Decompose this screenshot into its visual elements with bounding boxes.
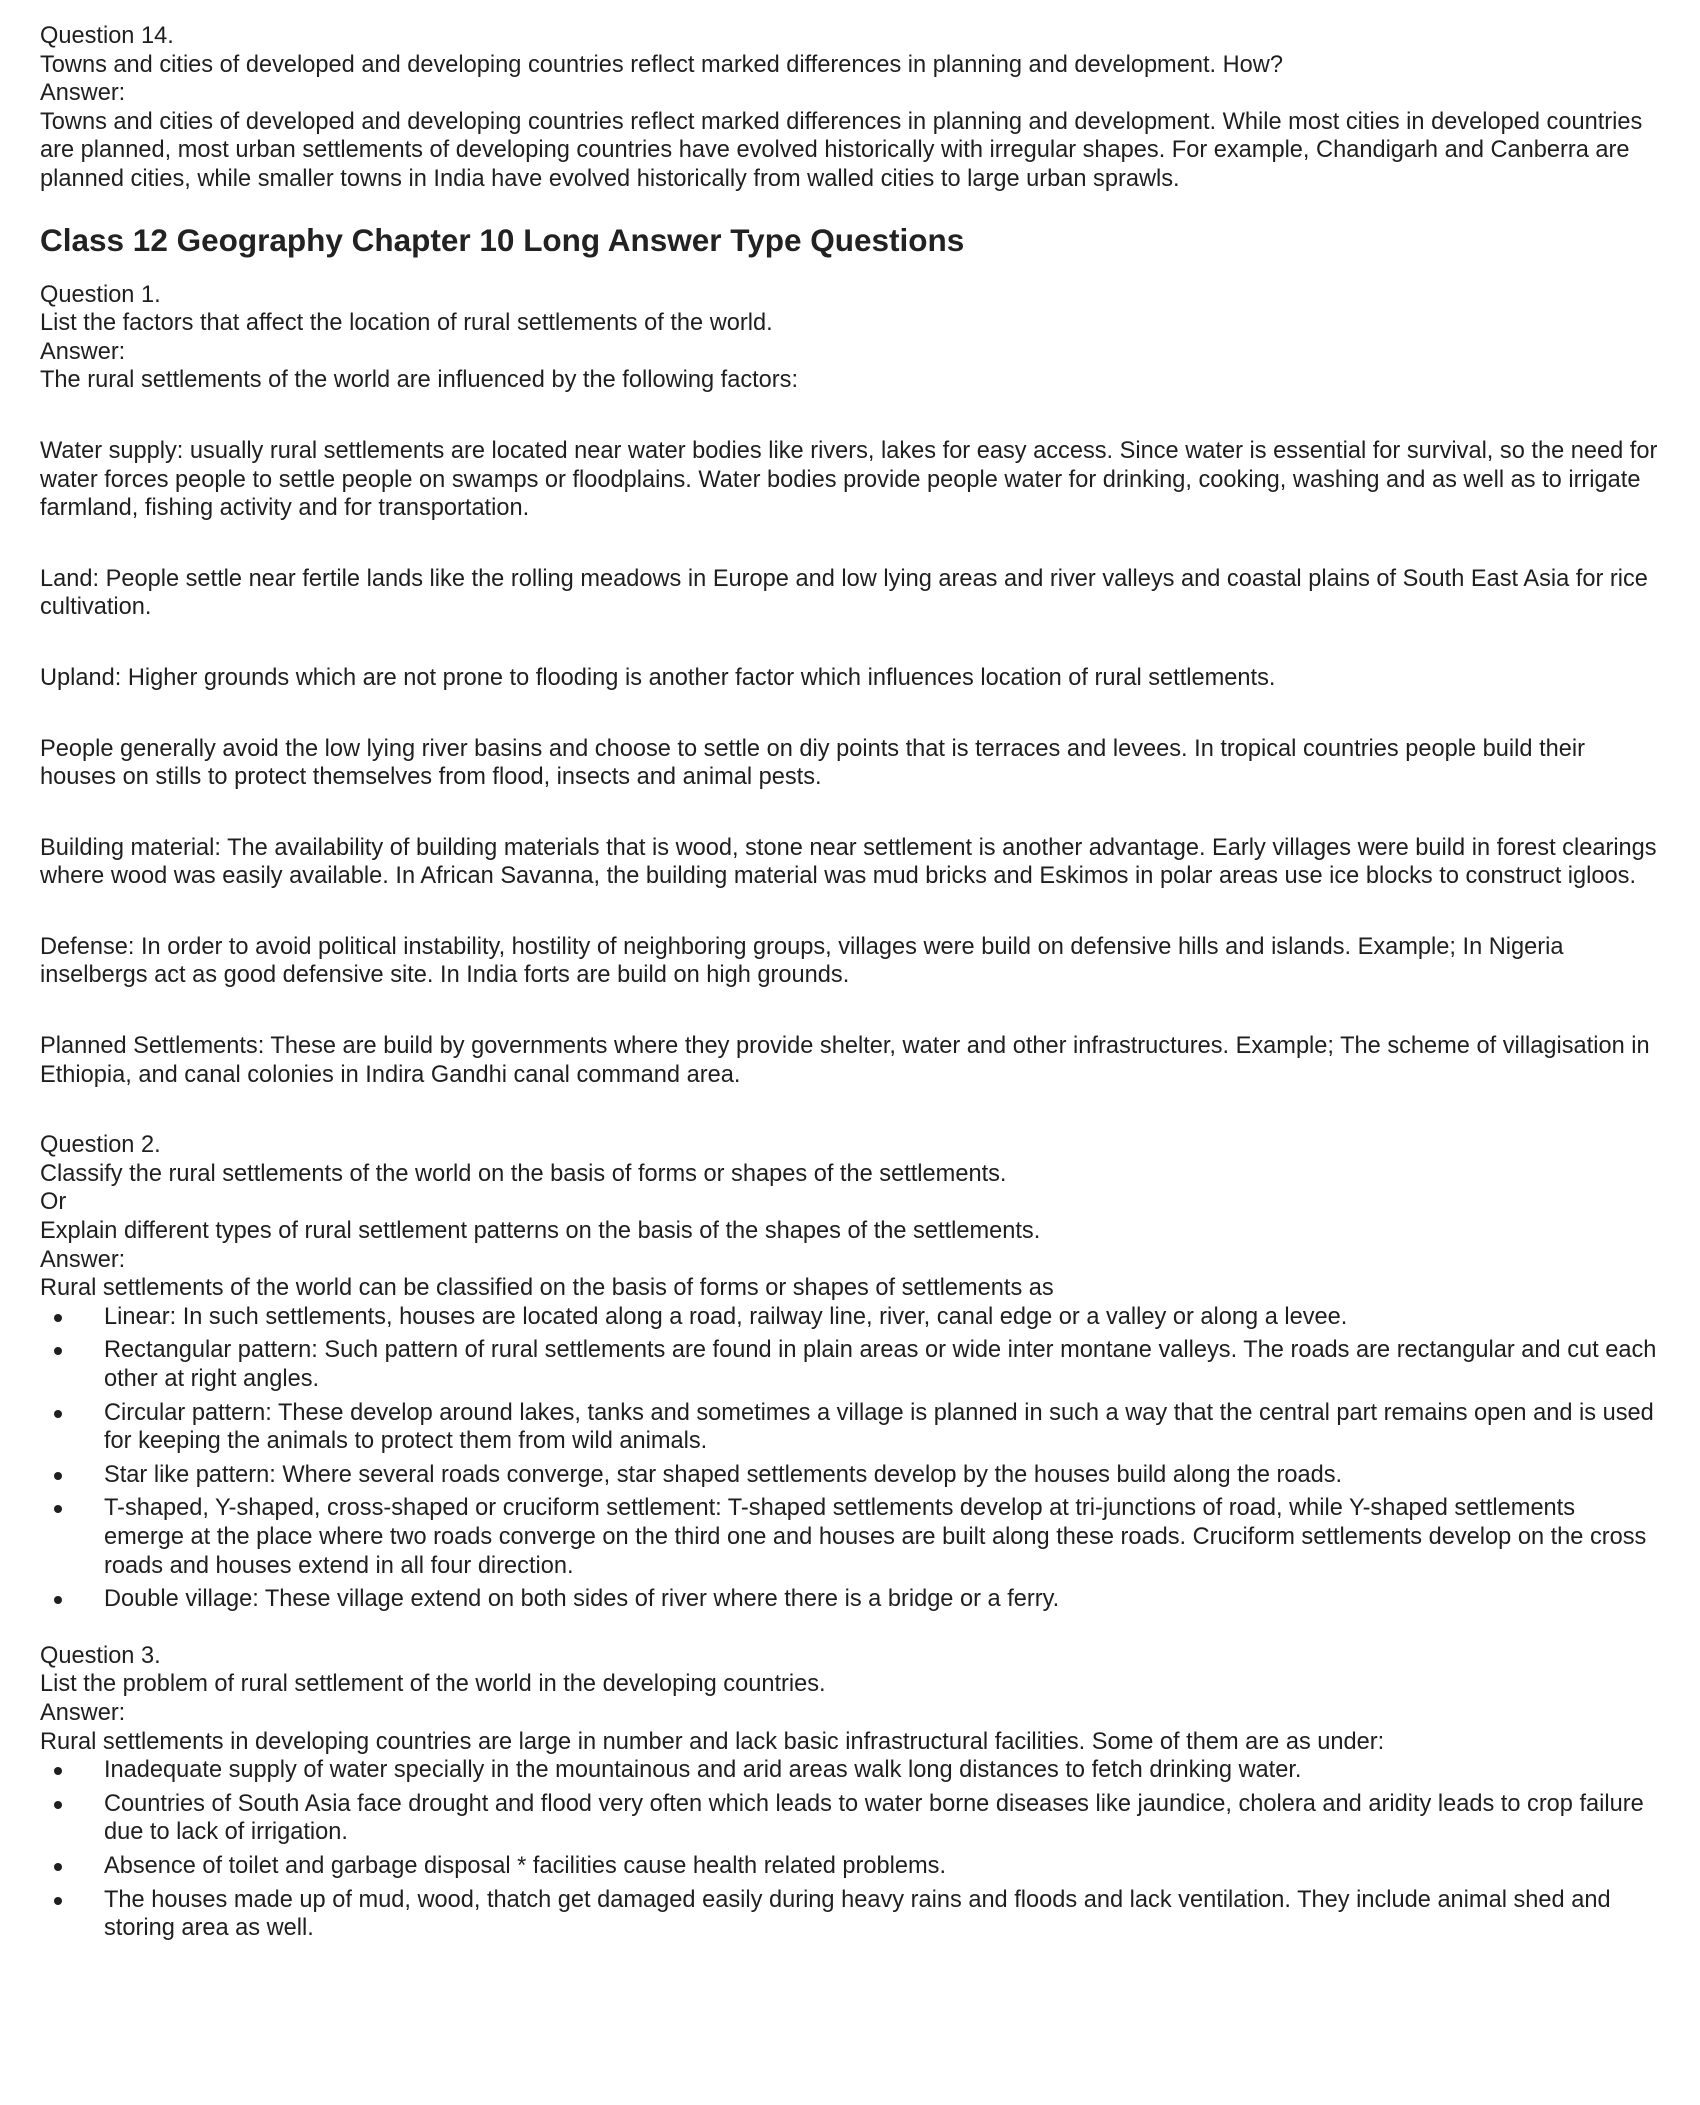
list-item-text: Star like pattern: Where several roads converge, star shaped settlements develop by the houses build along the roads. [104, 1461, 1343, 1488]
question-label: Question 2. [40, 1132, 161, 1159]
bullet-icon [54, 1596, 62, 1604]
question-label: Question 3. [40, 1642, 161, 1669]
factor-paragraph: Upland: Higher grounds which are not prone to flooding is another factor which influences location of rural settlements. [40, 664, 1276, 691]
section-heading: Class 12 Geography Chapter 10 Long Answer Type Questions [40, 221, 965, 258]
or-label: Or [40, 1189, 67, 1216]
alt-question-text: Explain different types of rural settlement patterns on the basis of the shapes of the settlements. [40, 1218, 1041, 1245]
factor-paragraph: Land: People settle near fertile lands like the rolling meadows in Europe and low lying areas and river valleys and coastal plains of South East Asia for rice cultivation. [40, 565, 1648, 621]
list-item [40, 1790, 1660, 1847]
answer-label: Answer: [40, 1699, 126, 1726]
list-item [40, 1461, 1660, 1490]
factor-paragraph: People generally avoid the low lying river basins and choose to settle on diy points that is terraces and levees. In tropical countries people build their houses on stills to protect themselves from flood, insects and animal pests. [40, 735, 1585, 791]
answer-label: Answer: [40, 338, 126, 365]
list-item-text: T-shaped, Y-shaped, cross-shaped or cruciform settlement: T-shaped settlements develop at tri-junctions of road, while Y-shaped settlements emerge at the place where two roads converge on the third one and houses are built along these roads. Cruciform settlements develop on the cross roads and houses extend in all four direction. [104, 1495, 1647, 1579]
question-text: List the problem of rural settlement of the world in the developing countries. [40, 1671, 826, 1698]
question-label: Question 14. [40, 23, 174, 49]
question-1 [40, 281, 1660, 1090]
answer-intro: Rural settlements of the world can be classified on the basis of forms or shapes of settlements as [40, 1275, 1054, 1302]
answer-text: Towns and cities of developed and developing countries reflect marked differences in planning and development. While most cities in developed countries are planned, most urban settlements of developing countries have evolved historically with irregular shapes. For example, Chandigarh and Canberra are planned cities, while smaller towns in India have evolved historically from walled cities to large urban sprawls. [40, 108, 1643, 192]
list-item [40, 1303, 1660, 1332]
question-14 [40, 22, 1660, 194]
factor-paragraph: Defense: In order to avoid political instability, hostility of neighboring groups, villages were build on defensive hills and islands. Example; In Nigeria inselbergs act as good defensive site. In India forts are build on high grounds. [40, 933, 1564, 989]
bullet-icon [54, 1410, 62, 1418]
list-item [40, 1494, 1660, 1580]
list-item-text: Inadequate supply of water specially in the mountainous and arid areas walk long distances to fetch drinking water. [104, 1757, 1302, 1784]
question-label: Question 1. [40, 281, 161, 308]
problems-list [40, 1756, 1660, 1943]
bullet-icon [54, 1801, 62, 1809]
bullet-icon [54, 1767, 62, 1775]
answer-intro: Rural settlements in developing countries are large in number and lack basic infrastructural facilities. Some of them are as under: [40, 1728, 1385, 1755]
list-item [40, 1756, 1660, 1785]
answer-label: Answer: [40, 80, 126, 107]
bullet-icon [54, 1472, 62, 1480]
list-item-text: Rectangular pattern: Such pattern of rural settlements are found in plain areas or wide inter montane valleys. The roads are rectangular and cut each other at right angles. [104, 1337, 1657, 1392]
list-item [40, 1886, 1660, 1943]
factor-paragraph: Building material: The availability of building materials that is wood, stone near settlement is another advantage. Early villages were build in forest clearings where wood was easily available. In African Savanna, the building material was mud bricks and Eskimos in polar areas use ice blocks to construct igloos. [40, 834, 1657, 890]
bullet-icon [54, 1505, 62, 1513]
list-item [40, 1852, 1660, 1881]
bullet-icon [54, 1897, 62, 1905]
question-text: List the factors that affect the location of rural settlements of the world. [40, 310, 773, 337]
list-item-text: Countries of South Asia face drought and flood very often which leads to water borne diseases like jaundice, cholera and aridity leads to crop failure due to lack of irrigation. [104, 1790, 1644, 1846]
list-item [40, 1399, 1660, 1456]
list-item-text: Linear: In such settlements, houses are located along a road, railway line, river, canal edge or a valley or along a levee. [104, 1303, 1348, 1330]
question-text: Classify the rural settlements of the world on the basis of forms or shapes of the settlements. [40, 1160, 1007, 1187]
question-text: Towns and cities of developed and developing countries reflect marked differences in planning and development. How? [40, 51, 1283, 78]
bullet-icon [54, 1863, 62, 1871]
list-item-text: Circular pattern: These develop around lakes, tanks and sometimes a village is planned in such a way that the central part remains open and is used for keeping the animals to protect them from wild animals. [104, 1399, 1654, 1455]
question-2 [40, 1131, 1660, 1614]
list-item-text: Double village: These village extend on both sides of river where there is a bridge or a ferry. [104, 1586, 1060, 1613]
answer-label: Answer: [40, 1246, 126, 1273]
bullet-icon [54, 1347, 62, 1355]
list-item [40, 1336, 1660, 1393]
list-item [40, 1585, 1660, 1614]
list-item-text: Absence of toilet and garbage disposal * facilities cause health related problems. [104, 1852, 947, 1879]
factor-paragraph: Planned Settlements: These are build by governments where they provide shelter, water and other infrastructures. Example; The scheme of villagisation in Ethiopia, and canal colonies in Indira Gandhi canal command area. [40, 1033, 1650, 1088]
list-item-text: The houses made up of mud, wood, thatch get damaged easily during heavy rains and floods and lack ventilation. They include animal shed and storing area as well. [104, 1886, 1611, 1942]
settlement-pattern-list [40, 1303, 1660, 1614]
bullet-icon [54, 1314, 62, 1322]
answer-intro: The rural settlements of the world are influenced by the following factors: [40, 367, 799, 394]
factor-paragraph: Water supply: usually rural settlements are located near water bodies like rivers, lakes for easy access. Since water is essential for survival, so the need for water forces people to settle people on swamps or floodplains. Water bodies provide people water for drinking, cooking, washing and as well as to irrigate farmland, fishing activity and for transportation. [40, 437, 1658, 522]
question-3 [40, 1642, 1660, 1943]
